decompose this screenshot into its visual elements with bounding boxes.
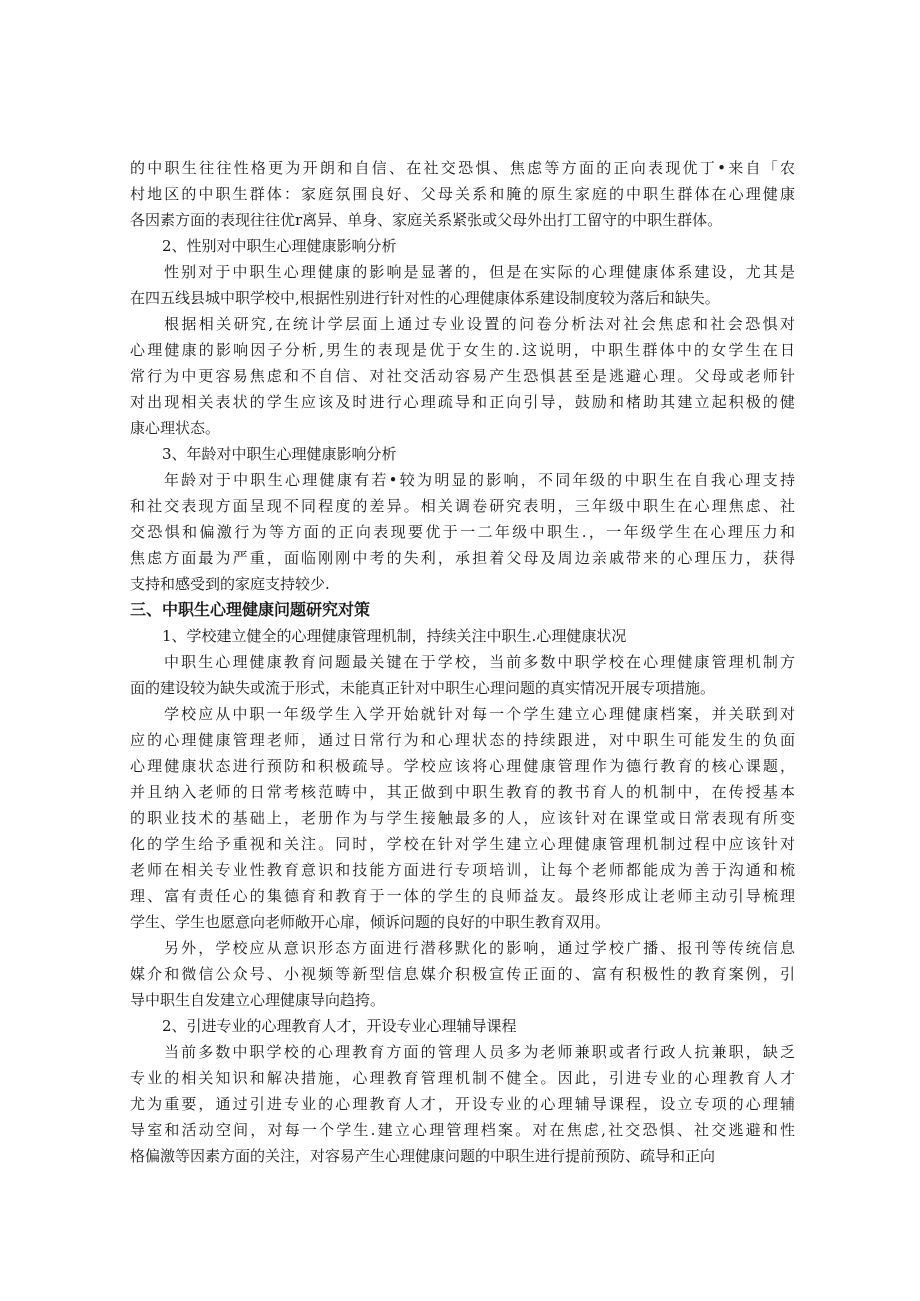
paragraph (130, 649, 795, 701)
subsection-heading: 1、学校建立健全的心理健康管理机制，持续关注中职生.心理健康状况 (162, 627, 627, 645)
paragraph-line: 老师在相关专业性教育意识和技能方面进行专项培训，让每个老师都能成为善于沟通和梳 (130, 861, 795, 879)
paragraph-line: 专业的相关知识和解决措施，心理教育管理机制不健全。因此，引进专业的心理教育人才 (130, 1069, 795, 1087)
paragraph (130, 935, 795, 1013)
subsection-heading: 3、年龄对中职生心理健康影响分析 (162, 445, 397, 463)
paragraph-line: 并且纳入老师的日常考核范畴中，其正做到中职生教育的教书育人的机制中，在传授基本 (130, 783, 795, 801)
paragraph-line: 常行为中更容易焦虑和不自信、对社交活动容易产生恐惧甚至是逃避心理。父母或老师针 (130, 367, 795, 385)
paragraph-line: 化的学生给予重视和关注。同时，学校在针对学生建立心理健康管理机制过程中应该针对 (130, 835, 795, 853)
section-heading: 三、中职生心理健康问题研究对策 (130, 600, 371, 619)
paragraph-line: 年龄对于中职生心理健康有若•较为明显的影响，不同年级的中职生在自我心理支持 (164, 471, 795, 489)
paragraph-line: 根据相关研究,在统计学层面上通过专业设置的问卷分析法对社会焦虑和社会恐惧对 (164, 315, 795, 333)
paragraph-line: 康心理状态。 (130, 419, 221, 437)
paragraph-line: 学生、学生也愿意向老师敞开心扉，倾诉问题的良好的中职生教育双用。 (130, 913, 611, 931)
paragraph (130, 259, 795, 311)
paragraph-line: 应的心理健康管理老师，通过日常行为和心理状态的持续跟进，对中职生可能发生的负面 (130, 731, 795, 749)
paragraph-line: 焦虑方面最为严重，面临刚刚中考的失利，承担着父母及周边亲戚带来的心理压力，获得 (130, 549, 795, 567)
paragraph-line: 导中职生自发建立心理健康导向趋挎。 (130, 991, 386, 1009)
paragraph-line: 各因素方面的表现往往优r离异、单身、家庭关系紧张或父母外出打工留守的中职生群体。 (130, 211, 723, 229)
paragraph-line: 面的建设较为缺失或流于形式，未能真正针对中职生心理问题的真实情况开展专项措施。 (130, 679, 716, 697)
paragraph-line: 媒介和微信公众号、小视频等新型信息媒介积极宣传正面的、富有积极性的教育案例，引 (130, 965, 795, 983)
paragraph-line: 另外，学校应从意识形态方面进行潜移默化的影响，通过学校广播、报刊等传统信息 (164, 939, 795, 957)
paragraph (130, 155, 795, 233)
paragraph-line: 尤为重要，通过引进专业的心理教育人才，开设专业的心理辅导课程，设立专项的心理辅 (130, 1095, 795, 1113)
paragraph-line: 性别对于中职生心理健康的影响是显著的，但是在实际的心理健康体系建设，尤其是 (164, 263, 795, 281)
paragraph-line: 学校应从中职一年级学生入学开始就针对每一个学生建立心理健康档案，并关联到对 (164, 705, 795, 723)
paragraph-line: 当前多数中职学校的心理教育方面的管理人员多为老师兼职或者行政人抗兼职，缺乏 (164, 1043, 795, 1061)
paragraph-line: 心理健康状态进行预防和积极疏导。学校应该将心理健康管理作为德行教育的核心课题， (130, 757, 795, 775)
paragraph (130, 311, 795, 441)
paragraph-line: 在四五线县城中职学校中,根据性别进行针对性的心理健康体系建设制度较为落后和缺失。 (130, 289, 720, 307)
paragraph-line: 格偏激等因素方面的关注，对容易产生心理健康问题的中职生进行提前预防、疏导和正向 (130, 1147, 716, 1165)
paragraph (130, 1039, 795, 1169)
paragraph-line: 中职生心理健康教育问题最关键在于学校，当前多数中职学校在心理健康管理机制方 (164, 653, 795, 671)
document-body (130, 155, 795, 1169)
paragraph (130, 467, 795, 597)
paragraph-line: 理、富有责任心的集德育和教育于一体的学生的良师益友。最终形成让老师主动引导梳理 (130, 887, 795, 905)
paragraph-line: 村地区的中职生群体：家庭氛围良好、父母关系和腌的原生家庭的中职生群体在心理健康 (130, 185, 795, 203)
paragraph-line: 心理健康的影响因子分析,男生的表现是优于女生的.这说明，中职生群体中的女学生在日 (130, 341, 795, 359)
paragraph-line: 导室和活动空间，对每一个学生.建立心理管理档案。对在焦虑,社交恐惧、社交逃避和性 (130, 1121, 795, 1139)
paragraph-line: 的中职生往往性格更为开朗和自信、在社交恐惧、焦虑等方面的正向表现优丁•来自「农 (130, 159, 795, 177)
paragraph-line: 和社交表现方面呈现不同程度的差异。相关调卷研究表明，三年级中职生在心理焦虑、社 (130, 497, 795, 515)
paragraph-line: 对出现相关表状的学生应该及时进行心理疏导和正向引导，鼓励和楮助其建立起积极的健 (130, 393, 795, 411)
paragraph (130, 701, 795, 935)
subsection-heading: 2、性别对中职生心理健康影响分析 (162, 237, 397, 255)
paragraph-line: 的职业技术的基础上，老册作为与学生接触最多的人，应该针对在课堂或日常表现有所变 (130, 809, 795, 827)
subsection-heading: 2、引进专业的心理教育人才，开设专业心理辅导课程 (162, 1017, 517, 1035)
paragraph-line: 交恐惧和偏激行为等方面的正向表现要优于一二年级中职生.，一年级学生在心理压力和 (130, 523, 795, 541)
paragraph-line: 支持和感受到的家庭支持较少. (130, 575, 330, 593)
